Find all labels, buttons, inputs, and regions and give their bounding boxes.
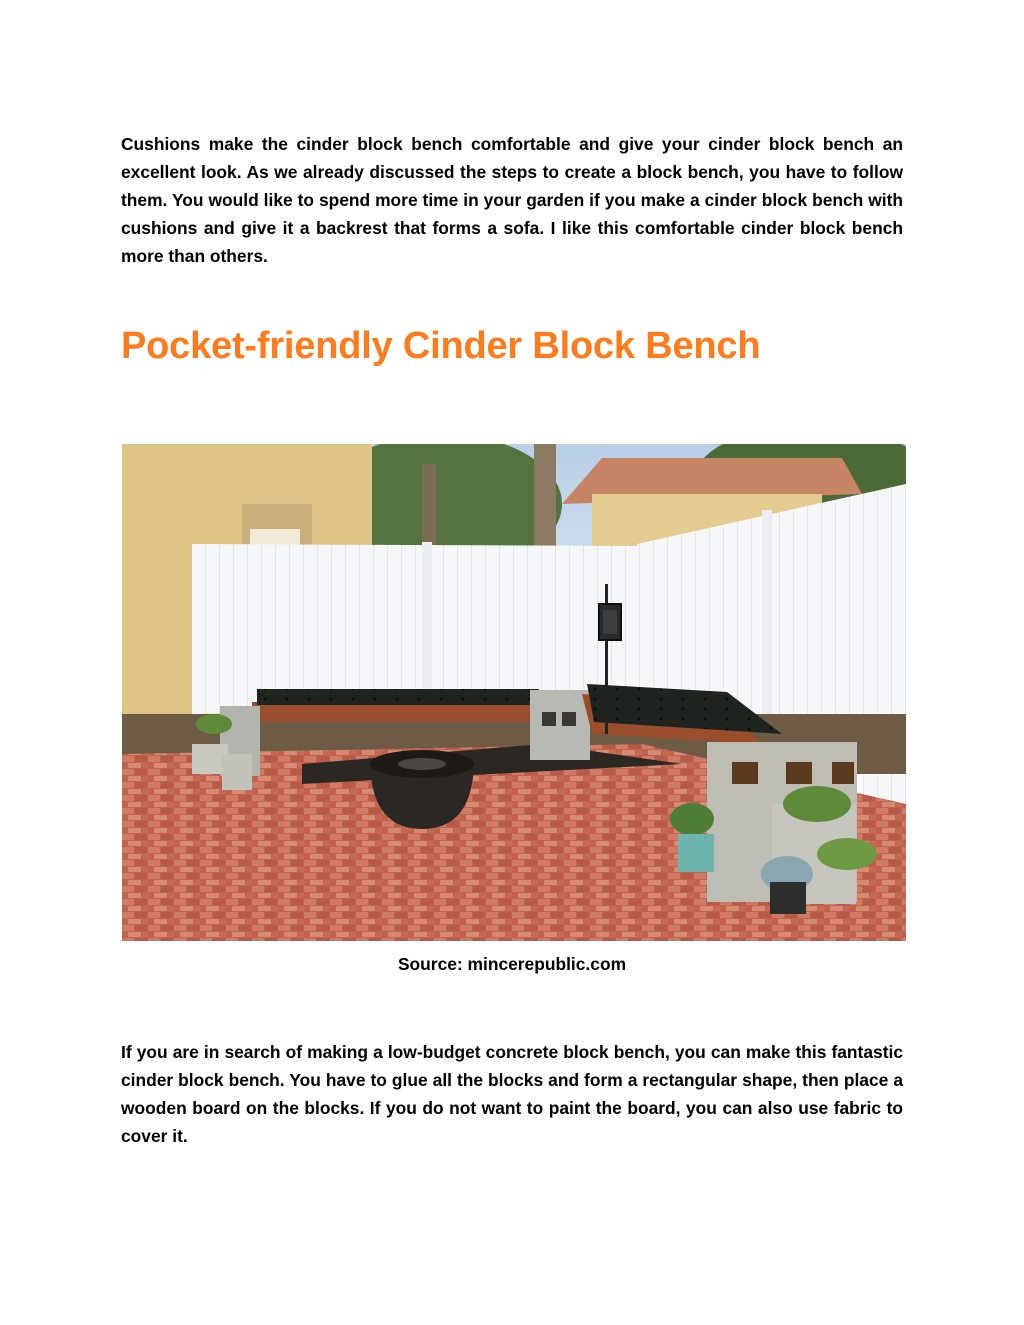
intro-paragraph: Cushions make the cinder block bench comfortable and give your cinder block bench an excellent look. As we already discussed the steps to create a block bench, you have to follow them. You would like to spend more time in your garden if you make a cinder block bench with cushions and give it a backrest that forms a sofa. I like this comfortable cinder block bench more than others.: [121, 134, 903, 266]
body-paragraph: If you are in search of making a low-budget concrete block bench, you can make this fantastic cinder block bench. You have to glue all the blocks and form a rectangular shape, then place a wooden board on the blocks. If you do not want to paint the board, you can also use fabric to cover it.: [121, 1042, 903, 1146]
section-heading: Pocket-friendly Cinder Block Bench: [121, 325, 761, 367]
bench-photo: [122, 444, 906, 941]
photo-caption: Source: mincerepublic.com: [397, 954, 627, 974]
